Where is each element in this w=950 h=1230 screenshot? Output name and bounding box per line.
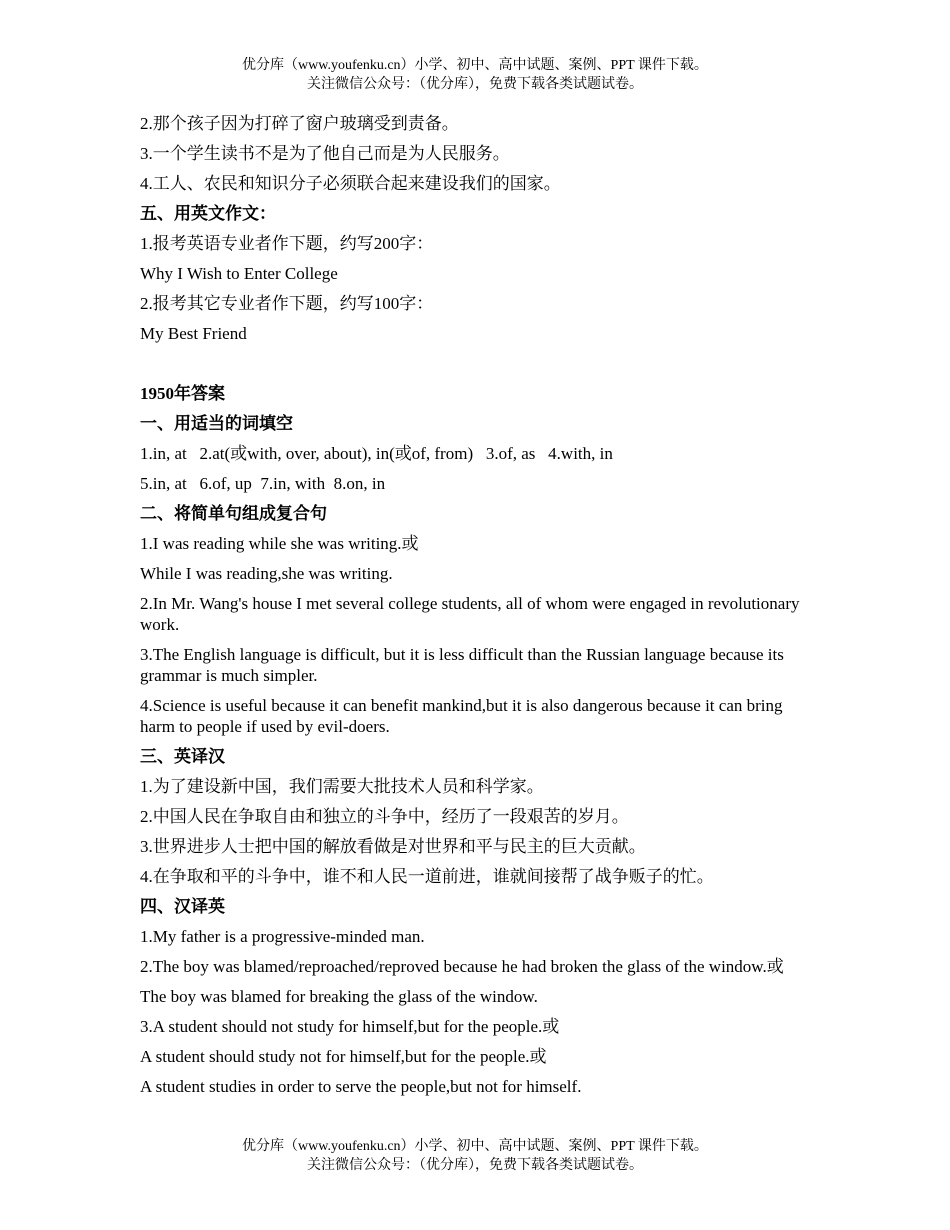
answer-3-item-1: 1.为了建设新中国，我们需要大批技术人员和科学家。 xyxy=(140,777,544,796)
page-footer xyxy=(0,1137,950,1175)
section-5-item-2: 2.报考其它专业者作下题，约写100字： xyxy=(140,294,434,313)
section-5-topic-2: My Best Friend xyxy=(140,324,247,343)
footer-line-2: 关注微信公众号：（优分库），免费下载各类试题试卷。 xyxy=(307,1158,643,1173)
answer-4-item-3c: A student studies in order to serve the people,but not for himself. xyxy=(140,1077,582,1096)
answer-1-title: 一、用适当的词填空 xyxy=(140,414,293,433)
answers-title: 1950年答案 xyxy=(140,384,225,403)
answer-4-item-3a: 3.A student should not study for himself,but for the people.或 xyxy=(140,1017,560,1036)
q4-item-4: 4.工人、农民和知识分子必须联合起来建设我们的国家。 xyxy=(140,174,561,193)
blank-line xyxy=(140,353,812,383)
answer-1-line-2: 5.in, at 6.of, up 7.in, with 8.on, in xyxy=(140,474,386,493)
section-5-item-1: 1.报考英语专业者作下题，约写200字： xyxy=(140,234,434,253)
answer-1-line-1: 1.in, at 2.at(或with, over, about), in(或of, from) 3.of, as 4.with, in xyxy=(140,444,613,463)
answer-3-title: 三、英译汉 xyxy=(140,747,225,766)
answer-4-item-2b: The boy was blamed for breaking the glass of the window. xyxy=(140,987,538,1006)
answer-4-item-2a: 2.The boy was blamed/reproached/reproved because he had broken the glass of the window.或 xyxy=(140,957,784,976)
footer-line-1: 优分库（www.youfenku.cn）小学、初中、高中试题、案例、PPT 课件下载。 xyxy=(242,1139,708,1154)
answer-4-item-1: 1.My father is a progressive-minded man. xyxy=(140,927,425,946)
answer-2-item-2: 2.In Mr. Wang's house I met several college students, all of whom were engaged in revolutionary work. xyxy=(140,594,800,634)
header-line-2: 关注微信公众号：（优分库），免费下载各类试题试卷。 xyxy=(307,77,643,92)
answer-3-item-3: 3.世界进步人士把中国的解放看做是对世界和平与民主的巨大贡献。 xyxy=(140,837,646,856)
answer-4-title: 四、汉译英 xyxy=(140,897,225,916)
section-5-topic-1: Why I Wish to Enter College xyxy=(140,264,338,283)
header-line-1: 优分库（www.youfenku.cn）小学、初中、高中试题、案例、PPT 课件下载。 xyxy=(242,58,708,73)
answer-3-item-4: 4.在争取和平的斗争中，谁不和人民一道前进，谁就间接帮了战争贩子的忙。 xyxy=(140,867,714,886)
answer-2-item-1b: While I was reading,she was writing. xyxy=(140,564,393,583)
q4-item-2: 2.那个孩子因为打碎了窗户玻璃受到责备。 xyxy=(140,114,459,133)
q4-item-3: 3.一个学生读书不是为了他自己而是为人民服务。 xyxy=(140,144,510,163)
answer-2-title: 二、将简单句组成复合句 xyxy=(140,504,327,523)
document-body xyxy=(140,113,812,1106)
answer-3-item-2: 2.中国人民在争取自由和独立的斗争中，经历了一段艰苦的岁月。 xyxy=(140,807,629,826)
answer-2-item-3: 3.The English language is difficult, but it is less difficult than the Russian language because its grammar is much simpler. xyxy=(140,645,784,685)
page-header xyxy=(0,56,950,94)
answer-2-item-1a: 1.I was reading while she was writing.或 xyxy=(140,534,419,553)
section-5-title: 五、用英文作文： xyxy=(140,204,276,223)
answer-2-item-4: 4.Science is useful because it can benefit mankind,but it is also dangerous because it can bring harm to people if used by evil-doers. xyxy=(140,696,783,736)
answer-4-item-3b: A student should study not for himself,but for the people.或 xyxy=(140,1047,547,1066)
